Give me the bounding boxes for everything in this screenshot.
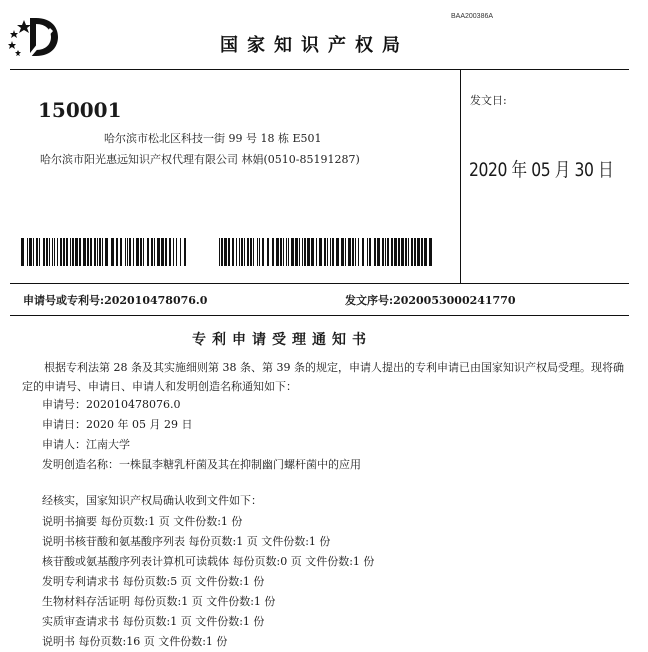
file-item: 核苷酸或氨基酸序列表计算机可读载体 每份页数:0 页 文件份数:1 份: [42, 555, 375, 568]
file-item: 生物材料存活证明 每份页数:1 页 文件份数:1 份: [42, 595, 276, 608]
file-item: 说明书核苷酸和氨基酸序列表 每份页数:1 页 文件份数:1 份: [42, 535, 331, 548]
file-item: 发明专利请求书 每份页数:5 页 文件份数:1 份: [42, 575, 265, 588]
divider: [10, 315, 629, 316]
issue-date-label: 发文日:: [470, 94, 507, 107]
field-invention-title: 发明创造名称：一株鼠李糖乳杆菌及其在抑制幽门螺杆菌中的应用: [42, 458, 361, 471]
divider-vertical: [460, 69, 461, 283]
serial-number: [345, 292, 516, 308]
document-code: BAA200386A: [451, 13, 494, 20]
barcode: [219, 238, 433, 266]
file-item: 说明书摘要 每份页数:1 页 文件份数:1 份: [42, 515, 243, 528]
serial-label: 发文序号:: [345, 294, 394, 307]
received-intro: 经核实，国家知识产权局确认收到文件如下：: [42, 494, 262, 507]
file-item: 说明书 每份页数:16 页 文件份数:1 份: [42, 635, 228, 648]
field-application-number: 申请号：202010478076.0: [42, 398, 181, 411]
notice-title: 专利申请受理通知书: [192, 332, 372, 348]
office-name: 国家知识产权局: [220, 35, 409, 56]
field-applicant: 申请人：江南大学: [42, 438, 130, 451]
barcode: [21, 238, 189, 266]
application-number: [23, 292, 207, 308]
issue-date: 2020 年 05 月 30 日: [469, 159, 614, 181]
file-item: 实质审查请求书 每份页数:1 页 文件份数:1 份: [42, 615, 265, 628]
application-value: 202010478076.0: [104, 294, 208, 307]
field-filing-date: 申请日：2020 年 05 月 29 日: [42, 418, 193, 431]
agency-line: 哈尔滨市阳光惠远知识产权代理有限公司 林娟(0510-85191287): [40, 153, 360, 166]
serial-value: 2020053000241770: [393, 294, 516, 307]
divider: [10, 283, 629, 284]
postal-code: 150001: [38, 98, 122, 122]
address-line: 哈尔滨市松北区科技一街 99 号 18 栋 E501: [104, 132, 322, 145]
intro-paragraph: 根据专利法第 28 条及其实施细则第 38 条、第 39 条的规定，申请人提出的专利申请已由国家知识产权局受理。现将确定的申请号、申请日、申请人和发明创造名称通知如下：: [22, 361, 624, 393]
cnipa-logo-icon: [6, 14, 60, 60]
divider: [10, 69, 629, 70]
application-label: 申请号或专利号:: [23, 294, 105, 307]
